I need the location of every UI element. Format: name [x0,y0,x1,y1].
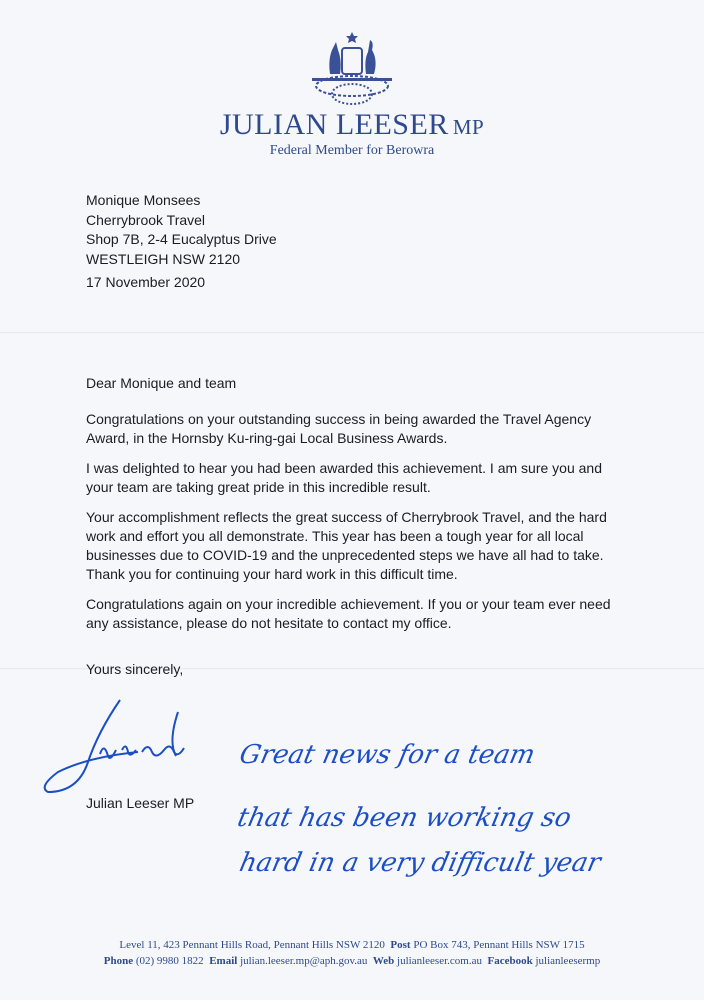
fold-line [0,332,704,334]
footer-email-label: Email [209,955,238,967]
body-paragraph: Congratulations on your outstanding success in being awarded the Travel Agency Award, in the Hornsby Ku-ring-gai Local Business Awards. [86,411,592,446]
handwritten-note-line: that has been working so [234,803,574,833]
recipient-line: WESTLEIGH NSW 2120 [86,250,241,267]
footer-address: Level 11, 423 Pennant Hills Road, Pennant Hills NSW 2120 [119,939,385,951]
recipient-line: Cherrybrook Travel [86,211,206,228]
footer [0,937,704,969]
letterhead-name-text: JULIAN LEESER [219,108,449,141]
footer-phone: (02) 9980 1822 [135,955,204,967]
footer-phone-label: Phone [103,955,134,967]
signature [38,692,218,802]
recipient-line: Monique Monsees [86,192,201,208]
handwritten-note-line: hard in a very difficult year [236,848,604,878]
letterhead-suffix: MP [452,115,485,139]
body-paragraph: I was delighted to hear you had been awarded this achievement. I am sure you and your team are taking great pride in this incredible result. [86,460,602,495]
recipient-address [86,191,626,269]
footer-post-label: Post [390,939,411,951]
handwritten-note-line: Great news for a team [236,740,538,770]
letterhead-name [0,108,704,142]
letter-date: 17 November 2020 [86,274,206,290]
letterhead-subtitle: Federal Member for Berowra [269,143,435,158]
footer-web-label: Web [372,955,395,967]
footer-web: julianleeser.com.au [397,955,482,967]
body-paragraph: Congratulations again on your incredible achievement. If you or your team ever need any assistance, please do not hesitate to contact my office. [86,596,611,631]
footer-post: PO Box 743, Pennant Hills NSW 1715 [413,939,585,951]
body-paragraph: Your accomplishment reflects the great success of Cherrybrook Travel, and the hard work and effort you all demonstrate. This year has been a tough year for all local businesses due to COVID-19 and the unprecedented steps we have all had to take. Thank you for continuing your hard work in this difficult time. [86,509,607,582]
footer-facebook-label: Facebook [487,955,533,967]
salutation: Dear Monique and team [86,375,237,391]
closing: Yours sincerely, [86,661,184,677]
signatory: Julian Leeser MP [86,795,195,811]
footer-facebook: julianleesermp [535,955,601,967]
footer-email: julian.leeser.mp@aph.gov.au [240,955,368,967]
coat-of-arms-icon [302,30,402,108]
recipient-line: Shop 7B, 2-4 Eucalyptus Drive [86,231,277,247]
